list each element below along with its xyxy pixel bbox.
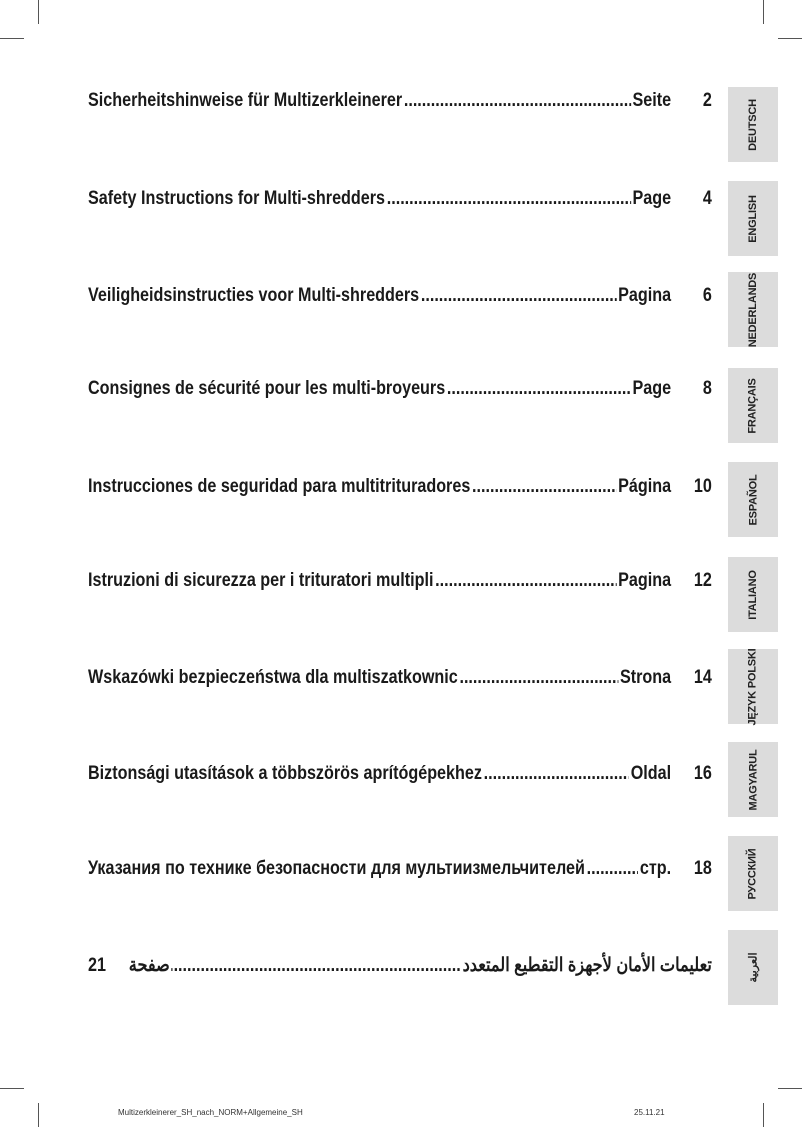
language-tab-label: РУССКИЙ (747, 847, 759, 900)
toc-entry[interactable] (88, 570, 712, 592)
page-number: 18 (693, 858, 712, 879)
language-tab-label: MAGYARUL (747, 749, 760, 810)
page-label: Pagina (618, 570, 672, 591)
language-tab-label: DEUTSCH (747, 98, 759, 151)
entry-title: Sicherheitshinweise für Multizerkleinerer (88, 90, 403, 111)
entry-title: Safety Instructions for Multi-shredders (88, 188, 386, 209)
entry-title: Biztonsági utasítások a többszörös aprítógépekhez (88, 763, 482, 784)
footer-filename: Multizerkleinerer_SH_nach_NORM+Allgemeine_SH (118, 1108, 303, 1117)
entry-title: تعليمات الأمان لأجهزة التقطيع المتعدد (462, 955, 712, 976)
page-number: 2 (702, 90, 712, 111)
page-number: 21 (88, 955, 106, 976)
page-label: стр. (639, 858, 672, 879)
dot-leader (447, 378, 631, 400)
page-number: 12 (693, 570, 712, 591)
page-number: 16 (693, 763, 712, 784)
footer-date: 25.11.21 (634, 1108, 665, 1117)
page-number: 10 (693, 476, 712, 497)
language-tab[interactable] (728, 87, 778, 162)
language-tab[interactable] (728, 930, 778, 1005)
dot-leader (387, 188, 631, 210)
toc-entry[interactable] (88, 378, 712, 400)
language-tab[interactable] (728, 742, 778, 817)
entry-title: Указания по технике безопасности для мультиизмельчителей (88, 858, 585, 879)
page-label: Pagina (618, 285, 672, 306)
language-tab[interactable] (728, 368, 778, 443)
page-number: 6 (702, 285, 712, 306)
language-tab[interactable] (728, 557, 778, 632)
language-tab-label: ENGLISH (747, 194, 759, 243)
dot-leader (587, 858, 639, 880)
language-tab[interactable] (728, 462, 778, 537)
page-number: 4 (702, 188, 712, 209)
page-label: Seite (632, 90, 672, 111)
page-label: Page (632, 378, 672, 399)
toc-entry[interactable] (88, 285, 712, 307)
language-tab[interactable] (728, 649, 778, 724)
dot-leader (472, 476, 616, 498)
toc-entry[interactable] (88, 954, 712, 977)
entry-title: Wskazówki bezpieczeństwa dla multiszatkownic (88, 667, 458, 688)
language-tab-label: ESPAÑOL (747, 474, 759, 525)
language-tab-label: NEDERLANDS (747, 272, 759, 347)
toc-entry[interactable] (88, 90, 712, 112)
toc-entry[interactable] (88, 667, 712, 689)
entry-title: Instrucciones de seguridad para multitrituradores (88, 476, 471, 497)
page-label: صفحة (128, 955, 170, 976)
toc-entry[interactable] (88, 476, 712, 498)
entry-title: Veiligheidsinstructies voor Multi-shredders (88, 285, 420, 306)
toc-entry[interactable] (88, 858, 712, 880)
language-tab[interactable] (728, 836, 778, 911)
language-tab[interactable] (728, 181, 778, 256)
dot-leader (459, 667, 618, 689)
page-label: Strona (619, 667, 672, 688)
dot-leader (484, 763, 629, 785)
language-tab-label: JĘZYK POLSKI (747, 647, 759, 726)
language-tab-label: FRANÇAIS (747, 377, 760, 434)
dot-leader (171, 955, 460, 977)
toc-entry[interactable] (88, 188, 712, 210)
page-label: Página (618, 476, 672, 497)
dot-leader (404, 90, 631, 112)
dot-leader (435, 570, 616, 592)
entry-title: Consignes de sécurité pour les multi-broyeurs (88, 378, 446, 399)
language-tab-label: العربية (747, 952, 760, 983)
page-number: 8 (702, 378, 712, 399)
toc-entry[interactable] (88, 763, 712, 785)
dot-leader (421, 285, 617, 307)
page-number: 14 (693, 667, 712, 688)
language-tab-label: ITALIANO (747, 569, 759, 620)
page-label: Oldal (630, 763, 672, 784)
entry-title: Istruzioni di sicurezza per i trituratori multipli (88, 570, 434, 591)
page-label: Page (632, 188, 672, 209)
language-tab[interactable] (728, 272, 778, 347)
